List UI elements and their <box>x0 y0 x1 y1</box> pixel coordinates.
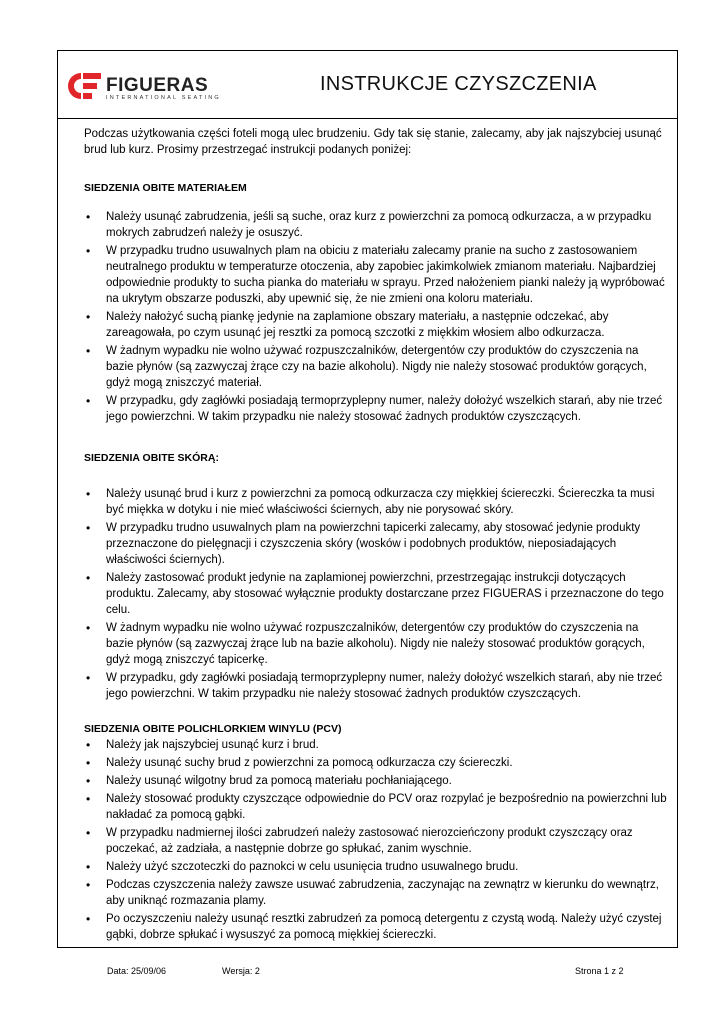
list-item: • Należy usunąć brud i kurz z powierzchni za pomocą odkurzacza czy miękkiej ściereczki. Ściereczka ta musi być miękka w dotyku i nie mieć właściwości ściernych, aby nie porysować skóry. <box>84 486 669 518</box>
list-item: • W żadnym wypadku nie wolno używać rozpuszczalników, detergentów czy produktów do czyszczenia na bazie płynów (są zazwyczaj żrące czy na bazie alkoholu). Nigdy nie należy stosować produktów gorących, gdyż mogą zniszczyć materiał. <box>84 343 669 391</box>
list-item: • Należy usunąć wilgotny brud za pomocą materiału pochłaniającego. <box>84 773 669 789</box>
section-title-pvc: SIEDZENIA OBITE POLICHLORKIEM WINYLU (PCV) <box>84 723 342 735</box>
footer-version: Wersja: 2 <box>222 966 260 976</box>
list-item: • Należy jak najszybciej usunąć kurz i brud. <box>84 737 669 753</box>
document-title: INSTRUKCJE CZYSZCZENIA <box>320 73 597 95</box>
document-frame <box>57 50 678 948</box>
list-item: • W przypadku, gdy zagłówki posiadają termoprzyplepny numer, należy dołożyć wszelkich starań, aby nie trzeć jego powierzchni. W takim przypadku nie należy stosować żadnych produktów czyszczących. <box>84 393 669 425</box>
document-body <box>84 126 669 945</box>
list-item: • W przypadku trudno usuwalnych plam na obiciu z materiału zalecamy pranie na sucho z zastosowaniem neutralnego produktu w temperaturze otoczenia, aby zapobiec jakimkolwiek zmianom materiału. Najbardziej odpowiednie produkty to sucha pianka do materiału w sprayu. Przed nałożeniem pianki należy ją wypróbować na ukrytym obszarze poduszki, aby upewnić się, że nie zmieni ona koloru materiału. <box>84 243 669 307</box>
document-header <box>58 51 677 119</box>
list-item: • W żadnym wypadku nie wolno używać rozpuszczalników, detergentów czy produktów do czyszczenia na bazie płynów (są zazwyczaj żrące lub na bazie alkoholu). Nigdy nie należy stosować produktów gorących, gdyż mogą zniszczyć tapicerkę. <box>84 620 669 668</box>
list-item: • Należy usunąć suchy brud z powierzchni za pomocą odkurzacza czy ściereczki. <box>84 755 669 771</box>
list-item: • Podczas czyszczenia należy zawsze usuwać zabrudzenia, zaczynając na zewnątrz w kierunku do wewnątrz, aby uniknąć rozmazania plamy. <box>84 877 669 909</box>
list-item: • Należy użyć szczoteczki do paznokci w celu usunięcia trudno usuwalnego brudu. <box>84 859 669 875</box>
list-item: • Należy stosować produkty czyszczące odpowiednie do PCV oraz rozpylać je bezpośrednio na powierzchni lub nakładać za pomocą gąbki. <box>84 791 669 823</box>
logo-wordmark: FIGUERAS <box>106 75 209 96</box>
footer-date: Data: 25/09/06 <box>107 966 167 976</box>
figueras-logo <box>66 71 221 101</box>
logo-tagline: INTERNATIONAL SEATING <box>106 95 221 101</box>
list-item: • Po oczyszczeniu należy usunąć resztki zabrudzeń za pomocą detergentu z czystą wodą. Należy użyć czystej gąbki, dobrze spłukać i wysuszyć za pomocą miękkiej ściereczki. <box>84 911 669 943</box>
figueras-logo-mark-icon <box>66 71 102 101</box>
section-title-leather: SIEDZENIA OBITE SKÓRĄ: <box>84 452 219 464</box>
list-item: • Należy nałożyć suchą piankę jedynie na zaplamione obszary materiału, a następnie odczekać, aby zareagowała, po czym usunąć jej resztki za pomocą szczotki z miękkim włosiem albo odkurzacza. <box>84 309 669 341</box>
fabric-instructions-list <box>84 209 669 425</box>
leather-instructions-list <box>84 486 669 702</box>
pvc-instructions-list <box>84 737 669 943</box>
list-item: • W przypadku trudno usuwalnych plam na powierzchni tapicerki zalecamy, aby stosować jedynie produkty przeznaczone do pielęgnacji i czyszczenia skóry (wosków i podobnych produktów, nieposiadających właściwości ściernych). <box>84 520 669 568</box>
list-item: • W przypadku nadmiernej ilości zabrudzeń należy zastosować nierozcieńczony produkt czyszczący oraz poczekać, aż zadziała, a następnie dobrze go spłukać, zanim wyschnie. <box>84 825 669 857</box>
list-item: • W przypadku, gdy zagłówki posiadają termoprzyplepny numer, należy dołożyć wszelkich starań, aby nie trzeć jego powierzchni. W takim przypadku nie należy stosować żadnych produktów czyszczących. <box>84 670 669 702</box>
footer-page-number: Strona 1 z 2 <box>575 966 624 976</box>
section-title-fabric: SIEDZENIA OBITE MATERIAŁEM <box>84 182 247 194</box>
list-item: • Należy usunąć zabrudzenia, jeśli są suche, oraz kurz z powierzchni za pomocą odkurzacza, a w przypadku mokrych zabrudzeń należy je osuszyć. <box>84 209 669 241</box>
list-item: • Należy zastosować produkt jedynie na zaplamionej powierzchni, przestrzegając instrukcji dotyczących produktu. Zalecamy, aby stosować wyłącznie produkty dostarczane przez FIGUERAS i przeznaczone do tego celu. <box>84 570 669 618</box>
intro-paragraph: Podczas użytkowania części foteli mogą ulec brudzeniu. Gdy tak się stanie, zalecamy, aby jak najszybciej usunąć brud lub kurz. Prosimy przestrzegać instrukcji podanych poniżej: <box>84 128 662 156</box>
